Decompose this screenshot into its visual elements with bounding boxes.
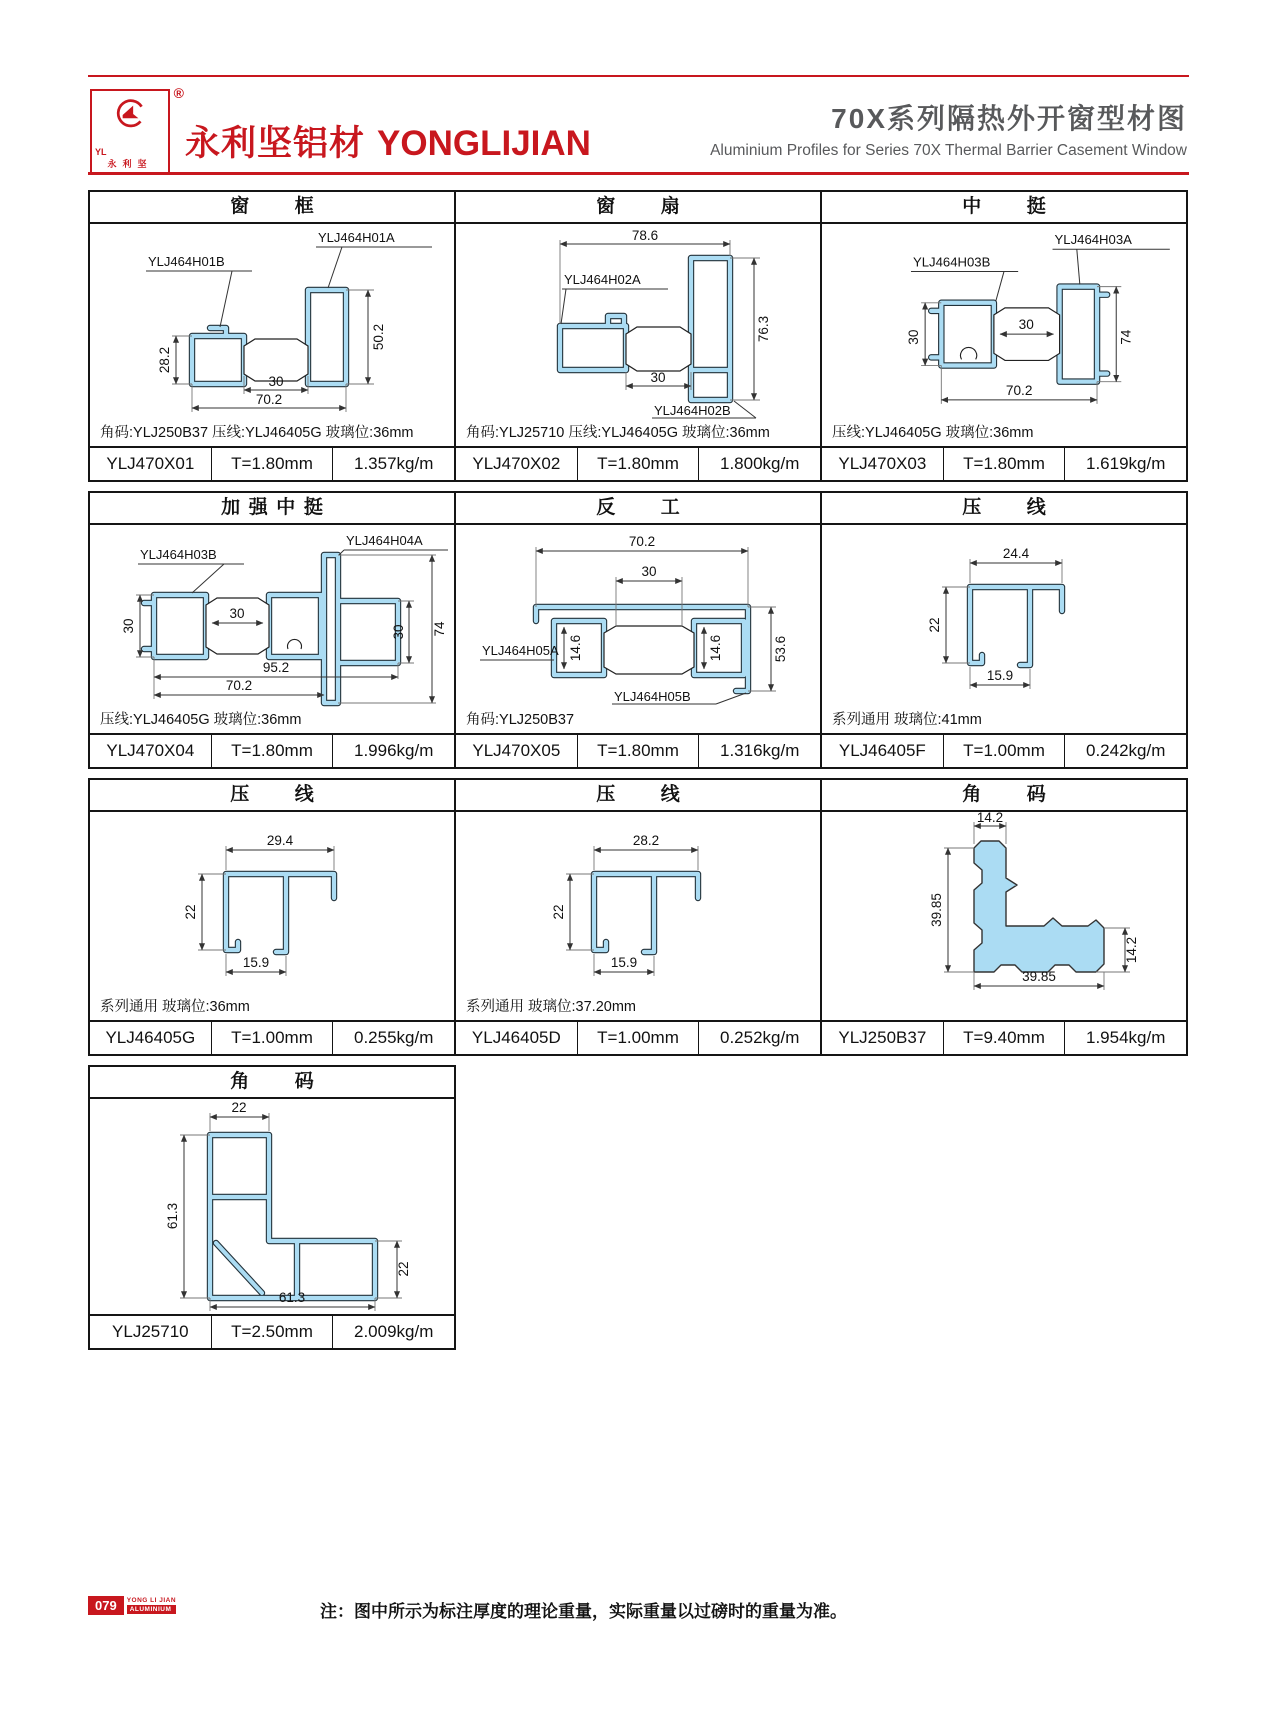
dim-label: 39.85: [1022, 969, 1056, 984]
glazing-bead-profile-diagram: [822, 525, 1186, 707]
card-title: 加强中挺: [90, 493, 454, 525]
thickness-value: T=1.00mm: [211, 1022, 333, 1054]
card-title: 窗框: [90, 192, 454, 224]
thickness-value: T=1.80mm: [577, 448, 699, 480]
spec-row: [90, 1314, 454, 1348]
diagram-area: [90, 224, 454, 420]
part-label: YLJ464H01A: [318, 230, 395, 245]
dim-label: 14.2: [976, 812, 1004, 825]
spec-row: [822, 446, 1186, 480]
corner-key-profile-diagram: [90, 1099, 454, 1314]
weight-value: 0.252kg/m: [698, 1022, 820, 1054]
dim-label: 70.2: [225, 678, 253, 693]
card-note: 系列通用 玻璃位:37.20mm: [466, 999, 636, 1015]
page-header: [88, 75, 1189, 175]
card-title: 窗扇: [456, 192, 820, 224]
brand-name-en: YONGLIJIAN: [377, 124, 591, 163]
dim-label: 78.6: [631, 228, 659, 243]
diagram-area: [90, 1099, 454, 1314]
dim-label: 39.85: [929, 893, 944, 927]
reverse-profile-diagram: [456, 525, 820, 707]
dim-label: 28.2: [632, 833, 660, 848]
dim-label: 28.2: [157, 346, 172, 374]
dim-label: 61.3: [278, 1290, 306, 1305]
brand-name: [185, 116, 591, 166]
spec-row: [822, 733, 1186, 767]
footer-brand-line2: ALUMINIUM: [127, 1605, 176, 1614]
reinforced-mullion-profile-diagram: [90, 525, 454, 707]
dim-label: 70.2: [1005, 382, 1033, 398]
profile-card-glazing-bead-g: [90, 780, 454, 1054]
thickness-value: T=1.80mm: [211, 735, 333, 767]
diagram-area: [822, 224, 1186, 420]
card-title: 角码: [822, 780, 1186, 812]
card-title: 反工: [456, 493, 820, 525]
dim-label: 15.9: [242, 955, 270, 970]
thickness-value: T=1.80mm: [943, 448, 1065, 480]
dim-label: 22: [927, 617, 942, 633]
card-note: 角码:YLJ25710 压线:YLJ46405G 玻璃位:36mm: [466, 425, 770, 441]
dim-label: 29.4: [266, 833, 294, 848]
card-note: 角码:YLJ250B37: [466, 712, 575, 728]
diagram-area: [456, 812, 820, 994]
profile-card-sash: [454, 192, 820, 480]
part-label: YLJ464H03B: [140, 547, 217, 562]
card-note: 压线:YLJ46405G 玻璃位:36mm: [100, 712, 302, 728]
dim-label: 30: [268, 374, 284, 389]
spec-row: [822, 1020, 1186, 1054]
part-label: YLJ464H03A: [1054, 232, 1132, 248]
card-title: 压线: [456, 780, 820, 812]
diagram-area: [822, 812, 1186, 994]
dim-label: 53.6: [773, 635, 788, 663]
logo-characters: 永利坚: [107, 159, 153, 169]
card-note: 压线:YLJ46405G 玻璃位:36mm: [832, 425, 1034, 441]
card-title: 角码: [90, 1067, 454, 1099]
card-note: 角码:YLJ250B37 压线:YLJ46405G 玻璃位:36mm: [100, 425, 414, 441]
dim-label: 22: [396, 1261, 411, 1277]
diagram-area: [90, 812, 454, 994]
diagram-area: [90, 525, 454, 707]
dim-label: 70.2: [628, 534, 656, 549]
diagram-area: [456, 224, 820, 420]
logo-emblem-icon: [107, 93, 153, 135]
model-number: YLJ470X04: [106, 741, 195, 760]
profile-card-corner-key-b37: [820, 780, 1186, 1054]
part-label: YLJ464H02A: [564, 272, 641, 287]
profile-table: [88, 190, 1188, 1359]
weight-value: 1.357kg/m: [332, 448, 454, 480]
model-number: YLJ470X01: [106, 454, 195, 473]
footer-brand-line1: YONG LI JIAN: [126, 1597, 177, 1604]
dim-label: 22: [551, 904, 566, 920]
registered-trademark-icon: ®: [173, 85, 184, 101]
dim-label: 30: [391, 624, 406, 640]
weight-value: 1.996kg/m: [332, 735, 454, 767]
diagram-area: [822, 525, 1186, 707]
model-number: YLJ250B37: [838, 1028, 927, 1047]
glazing-bead-profile-diagram: [456, 812, 820, 994]
weight-value: 0.242kg/m: [1064, 735, 1186, 767]
profile-card-glazing-bead-f: [820, 493, 1186, 767]
weight-value: 2.009kg/m: [332, 1316, 454, 1348]
dim-label: 15.9: [986, 668, 1014, 683]
page-number: 079: [88, 1596, 124, 1615]
dim-label: 30: [121, 618, 136, 634]
page-title: 70X系列隔热外开窗型材图: [831, 103, 1187, 134]
card-note: [822, 994, 1186, 1020]
dim-label: 14.2: [1124, 936, 1139, 964]
corner-key-profile-diagram: [822, 812, 1186, 994]
weight-value: 1.800kg/m: [698, 448, 820, 480]
dim-label: 30: [229, 606, 245, 621]
spec-row: [456, 1020, 820, 1054]
page-footer: [88, 1594, 1189, 1624]
weight-value: 1.316kg/m: [698, 735, 820, 767]
weight-value: 1.954kg/m: [1064, 1022, 1186, 1054]
glazing-bead-profile-diagram: [90, 812, 454, 994]
profile-card-corner-key-25710: [90, 1067, 454, 1348]
part-label: YLJ464H01B: [148, 254, 225, 269]
dim-label: 50.2: [371, 323, 386, 351]
dim-label: 95.2: [262, 660, 290, 675]
dim-label: 30: [641, 564, 657, 579]
card-title: 压线: [822, 493, 1186, 525]
sash-profile-diagram: [456, 224, 820, 420]
brand-name-cn: 永利坚铝材: [185, 124, 366, 163]
page-subtitle: Aluminium Profiles for Series 70X Thermal Barrier Casement Window: [710, 142, 1187, 159]
table-row: [88, 778, 1188, 1056]
thickness-value: T=2.50mm: [211, 1316, 333, 1348]
weight-value: 0.255kg/m: [332, 1022, 454, 1054]
dim-label: 14.6: [568, 634, 583, 662]
card-title: 压线: [90, 780, 454, 812]
weight-value: 1.619kg/m: [1064, 448, 1186, 480]
dim-label: 14.6: [708, 634, 723, 662]
model-number: YLJ46405G: [105, 1028, 196, 1047]
dim-label: 76.3: [756, 315, 771, 343]
dim-label: 61.3: [165, 1202, 180, 1230]
profile-card-reverse: [454, 493, 820, 767]
dim-label: 74: [1118, 329, 1134, 345]
spec-row: [90, 733, 454, 767]
profile-card-mullion: [820, 192, 1186, 480]
spec-row: [90, 446, 454, 480]
table-row: [88, 190, 1188, 482]
footer-note: 注：图中所示为标注厚度的理论重量，实际重量以过磅时的重量为准。: [320, 1602, 847, 1621]
dim-label: 30: [1018, 317, 1034, 333]
table-row: [88, 491, 1188, 769]
frame-profile-diagram: [90, 224, 454, 420]
model-number: YLJ470X03: [838, 454, 927, 473]
part-label: YLJ464H05A: [482, 643, 559, 658]
part-label: YLJ464H05B: [614, 689, 691, 704]
thickness-value: T=1.00mm: [577, 1022, 699, 1054]
dim-label: 15.9: [610, 955, 638, 970]
company-logo: [90, 85, 184, 175]
spec-row: [456, 733, 820, 767]
dim-label: 74: [432, 621, 447, 637]
part-label: YLJ464H04A: [346, 533, 423, 548]
thickness-value: T=1.80mm: [577, 735, 699, 767]
dim-label: 22: [231, 1100, 247, 1115]
diagram-area: [456, 525, 820, 707]
model-number: YLJ46405F: [838, 741, 926, 760]
profile-card-glazing-bead-d: [454, 780, 820, 1054]
dim-label: 70.2: [255, 392, 283, 407]
thickness-value: T=9.40mm: [943, 1022, 1065, 1054]
logo-monogram: YL: [95, 147, 107, 157]
spec-row: [90, 1020, 454, 1054]
thickness-value: T=1.00mm: [943, 735, 1065, 767]
profile-card-reinforced-mullion: [90, 493, 454, 767]
dim-label: 24.4: [1002, 546, 1030, 561]
part-label: YLJ464H03B: [913, 254, 991, 270]
table-row: [88, 1065, 456, 1350]
mullion-profile-diagram: [822, 224, 1186, 420]
thickness-value: T=1.80mm: [211, 448, 333, 480]
part-label: YLJ464H02B: [654, 403, 731, 418]
dim-label: 30: [906, 329, 922, 345]
card-title: 中挺: [822, 192, 1186, 224]
model-number: YLJ46405D: [471, 1028, 561, 1047]
model-number: YLJ25710: [112, 1322, 189, 1341]
spec-row: [456, 446, 820, 480]
model-number: YLJ470X05: [472, 741, 561, 760]
dim-label: 30: [650, 370, 666, 385]
dim-label: 22: [183, 904, 198, 920]
page-title-group: [710, 97, 1187, 160]
profile-card-frame: [90, 192, 454, 480]
card-note: 系列通用 玻璃位:36mm: [100, 999, 250, 1015]
model-number: YLJ470X02: [472, 454, 561, 473]
card-note: 系列通用 玻璃位:41mm: [832, 712, 982, 728]
